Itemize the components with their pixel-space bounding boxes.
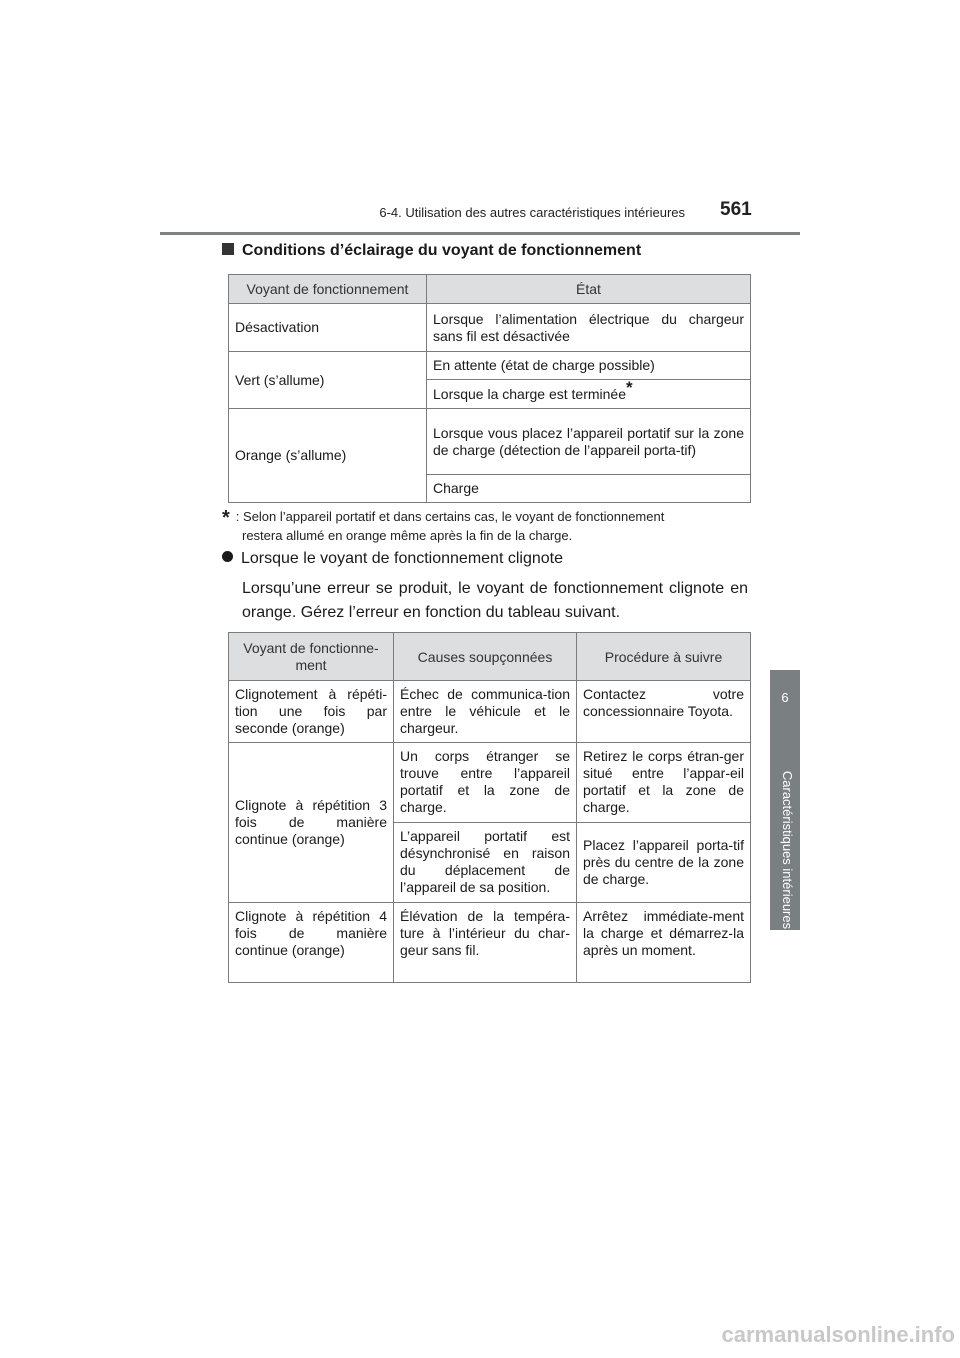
- chapter-side-tab: [770, 670, 800, 930]
- column-header: État: [427, 275, 751, 304]
- state-text: Lorsque la charge est terminée: [433, 386, 626, 402]
- cause-cell: Un corps étranger se trouve entre l’appareil portatif et la zone de charge.: [394, 743, 577, 823]
- filled-circle-bullet-icon: [222, 551, 233, 562]
- watermark: carmanualsonline.info: [721, 1322, 955, 1347]
- state-cell: En attente (état de charge possible): [427, 352, 751, 380]
- procedure-cell: Arrêtez immédiate-ment la charge et démarrez-la après un moment.: [577, 903, 751, 983]
- state-cell: Charge: [427, 475, 751, 503]
- footnote-star: *: [626, 378, 633, 397]
- footnote-mark: *: [222, 507, 230, 529]
- cause-cell: L’appareil portatif est désynchronisé en raison du déplacement de l’appareil de sa position.: [394, 823, 577, 903]
- column-header: Voyant de fonctionne-ment: [229, 633, 394, 681]
- filled-square-icon: [222, 243, 234, 255]
- column-header: Voyant de fonctionnement: [229, 275, 427, 304]
- table-header-row: [229, 633, 751, 681]
- cause-cell: Élévation de la tempéra-ture à l’intérieur du char-geur sans fil.: [394, 903, 577, 983]
- page-number: 561: [720, 199, 752, 220]
- state-cell: Lorsque vous placez l’appareil portatif sur la zone de charge (détection de l’appareil porta-tif): [427, 409, 751, 475]
- chapter-label: Caractéristiques intérieures: [780, 770, 795, 930]
- table-row: [229, 304, 751, 352]
- section1-heading: [222, 242, 762, 260]
- indicator-cell: Clignotement à répéti-tion une fois par seconde (orange): [229, 681, 394, 743]
- table-row: [229, 352, 751, 380]
- chapter-number: 6: [781, 690, 789, 705]
- table-row: [229, 681, 751, 743]
- table-row: [229, 903, 751, 983]
- footnote-line1: : Selon l’appareil portatif et dans certains cas, le voyant de fonctionnement: [235, 509, 665, 524]
- indicator-cell: Désactivation: [229, 304, 427, 352]
- section2-heading: [222, 550, 762, 568]
- blinking-troubleshoot-table: [228, 632, 751, 983]
- footnote-line2: restera allumé en orange même après la fin de la charge.: [242, 528, 573, 543]
- procedure-cell: Placez l’appareil porta-tif près du centre de la zone de charge.: [577, 823, 751, 903]
- indicator-cell: Clignote à répétition 4 fois de manière continue (orange): [229, 903, 394, 983]
- section2-paragraph: Lorsqu’une erreur se produit, le voyant de fonctionnement clignote en orange. Gérez l’erreur en fonction du tableau suivant.: [242, 580, 748, 621]
- indicator-cell: Clignote à répétition 3 fois de manière continue (orange): [229, 743, 394, 903]
- cause-cell: Échec de communica-tion entre le véhicule et le chargeur.: [394, 681, 577, 743]
- table-header-row: [229, 275, 751, 304]
- footnote: [222, 506, 750, 545]
- procedure-cell: Retirez le corps étran-ger situé entre l’appar-eil portatif et la zone de charge.: [577, 743, 751, 823]
- section2-heading-text: Lorsque le voyant de fonctionnement clignote: [241, 550, 563, 567]
- indicator-cell: Orange (s’allume): [229, 409, 427, 503]
- section1-heading-text: Conditions d’éclairage du voyant de fonctionnement: [242, 242, 642, 259]
- indicator-cell: Vert (s’allume): [229, 352, 427, 409]
- table-row: [229, 743, 751, 823]
- lighting-conditions-table: [228, 274, 751, 503]
- procedure-cell: Contactez votre concessionnaire Toyota.: [577, 681, 751, 743]
- table-row: [229, 409, 751, 475]
- column-header: Causes soupçonnées: [394, 633, 577, 681]
- state-cell: [427, 380, 751, 409]
- column-header: Procédure à suivre: [577, 633, 751, 681]
- header-section-title: 6-4. Utilisation des autres caractéristiques intérieures: [379, 205, 685, 220]
- state-cell: Lorsque l’alimentation électrique du chargeur sans fil est désactivée: [427, 304, 751, 352]
- header-rule: [160, 232, 800, 235]
